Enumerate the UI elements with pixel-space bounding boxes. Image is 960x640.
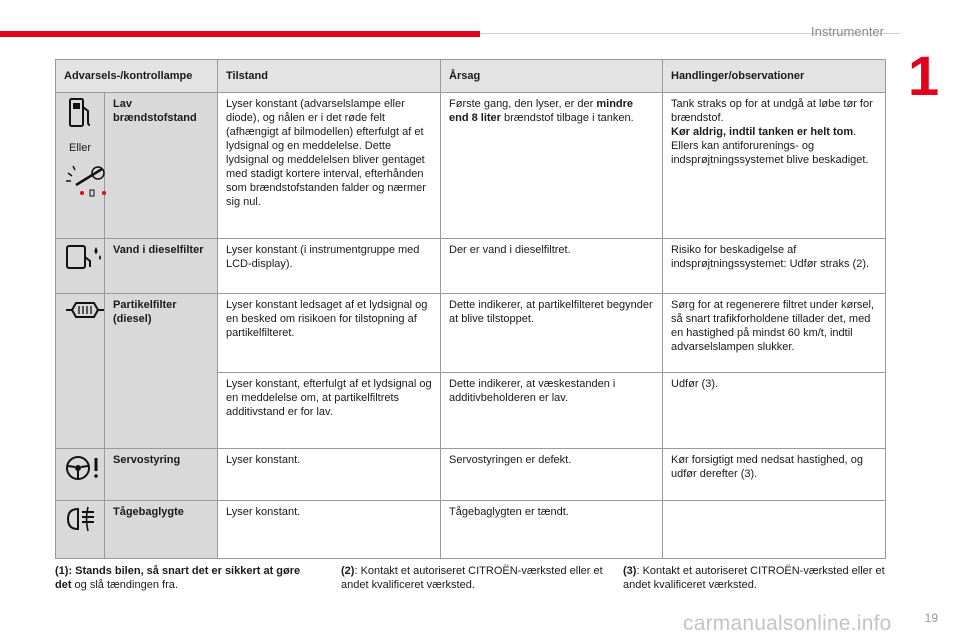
fog-cause: Tågebaglygten er tændt. — [441, 501, 663, 559]
water-action: Risiko for beskadigelse af indsprøjtningssystemet: Udfør straks (2). — [663, 239, 886, 294]
table-row — [56, 93, 886, 239]
rear-fog-lamp-icon — [64, 505, 100, 533]
steering-warning-icon — [64, 453, 102, 483]
table-row — [56, 239, 886, 294]
column-header-action: Handlinger/observationer — [663, 60, 886, 93]
fuel-pump-icon — [67, 97, 93, 129]
footnote-1-emphasis: : Stands bilen, så snart det er sikkert at gøre det — [55, 565, 301, 591]
water-icon-cell — [56, 239, 105, 294]
column-header-lamp: Advarsels-/kontrollampe — [56, 60, 218, 93]
footnote-3-text: : Kontakt et autoriseret CITROËN-værksted eller et andet kvalificeret værksted. — [623, 565, 885, 591]
fog-icon-cell — [56, 501, 105, 559]
particle-lamp-name: Partikelfilter (diesel) — [105, 294, 218, 449]
or-label: Eller — [68, 142, 91, 154]
fuel-cause-text-end: brændstof tilbage i tanken. — [500, 112, 634, 124]
footnote-2-ref: (2) — [341, 565, 355, 577]
steering-action: Kør forsigtigt med nedsat hastighed, og udfør derefter (3). — [663, 449, 886, 501]
fuel-action — [663, 93, 886, 239]
particle-action-2: Udfør (3). — [663, 373, 886, 449]
particle-cause-2: Dette indikerer, at væskestanden i additivbeholderen er lav. — [441, 373, 663, 449]
table-row — [56, 449, 886, 501]
steering-icon-cell — [56, 449, 105, 501]
header-accent-bar — [0, 31, 480, 37]
watermark: carmanualsonline.info — [683, 612, 892, 635]
steering-lamp-name: Servostyring — [105, 449, 218, 501]
water-in-diesel-icon — [64, 243, 104, 271]
particle-cause-1: Dette indikerer, at partikelfilteret begynder at blive tilstoppet. — [441, 294, 663, 373]
fuel-lamp-name: Lav brændstofstand — [105, 93, 218, 239]
steering-cause: Servostyringen er defekt. — [441, 449, 663, 501]
fuel-icon-cell — [56, 93, 105, 239]
fuel-cause-emphasis: mindre end 8 liter — [449, 98, 634, 124]
fog-action — [663, 501, 886, 559]
footnote-1-text: og slå tændingen fra. — [71, 579, 178, 591]
column-header-cause: Årsag — [441, 60, 663, 93]
footnote-3 — [623, 564, 885, 592]
fuel-gauge-icon — [64, 161, 110, 197]
water-lamp-name: Vand i dieselfilter — [105, 239, 218, 294]
page-number: 19 — [924, 611, 938, 625]
footnote-3-ref: (3) — [623, 565, 637, 577]
table-header-row — [56, 60, 886, 93]
fuel-action-text-end: . Ellers kan antiforurenings- og indsprøjtningssystemet blive beskadiget. — [671, 126, 869, 166]
fuel-cause-text: Første gang, den lyser, er der — [449, 98, 597, 110]
warning-lamp-table — [55, 59, 886, 559]
table-row — [56, 501, 886, 559]
particle-state-1: Lyser konstant ledsaget af et lydsignal og en besked om risikoen for tilstopning af partikelfilteret. — [218, 294, 441, 373]
particle-state-2: Lyser konstant, efterfulgt af et lydsignal og en meddelelse om, at partikelfiltrets additivstand er for lav. — [218, 373, 441, 449]
water-cause: Der er vand i dieselfiltret. — [441, 239, 663, 294]
footnote-2-text: : Kontakt et autoriseret CITROËN-værksted eller et andet kvalificeret værksted. — [341, 565, 603, 591]
fuel-action-text: Tank straks op for at undgå at løbe tør for brændstof. — [671, 98, 873, 124]
fuel-cause — [441, 93, 663, 239]
particle-filter-icon — [64, 298, 106, 322]
section-title: Instrumenter — [811, 24, 884, 39]
water-state: Lyser konstant (i instrumentgruppe med LCD-display). — [218, 239, 441, 294]
column-header-state: Tilstand — [218, 60, 441, 93]
footnote-2 — [341, 564, 606, 592]
chapter-number: 1 — [908, 44, 940, 107]
fuel-state: Lyser konstant (advarselslampe eller diode), og nålen er i det røde felt (afhængigt af bilmodellen) efterfulgt af et lydsignal og en meddelelse. Dette lydsignal og meddelelsen bliver gentaget med stadigt kortere interval, efterhånden som brændstofstanden falder og nærmer sig nul. — [218, 93, 441, 239]
footnote-1-ref: (1) — [55, 565, 69, 577]
particle-icon-cell — [56, 294, 105, 449]
fog-state: Lyser konstant. — [218, 501, 441, 559]
fuel-action-emphasis: Kør aldrig, indtil tanken er helt tom — [671, 126, 854, 138]
fog-lamp-name: Tågebaglygte — [105, 501, 218, 559]
steering-state: Lyser konstant. — [218, 449, 441, 501]
table-row — [56, 294, 886, 373]
footnote-1 — [55, 564, 315, 592]
particle-action-1: Sørg for at regenerere filtret under kørsel, så snart trafikforholdene tillader det, med en hastighed på mindst 60 km/t, indtil advarselslampen slukker. — [663, 294, 886, 373]
